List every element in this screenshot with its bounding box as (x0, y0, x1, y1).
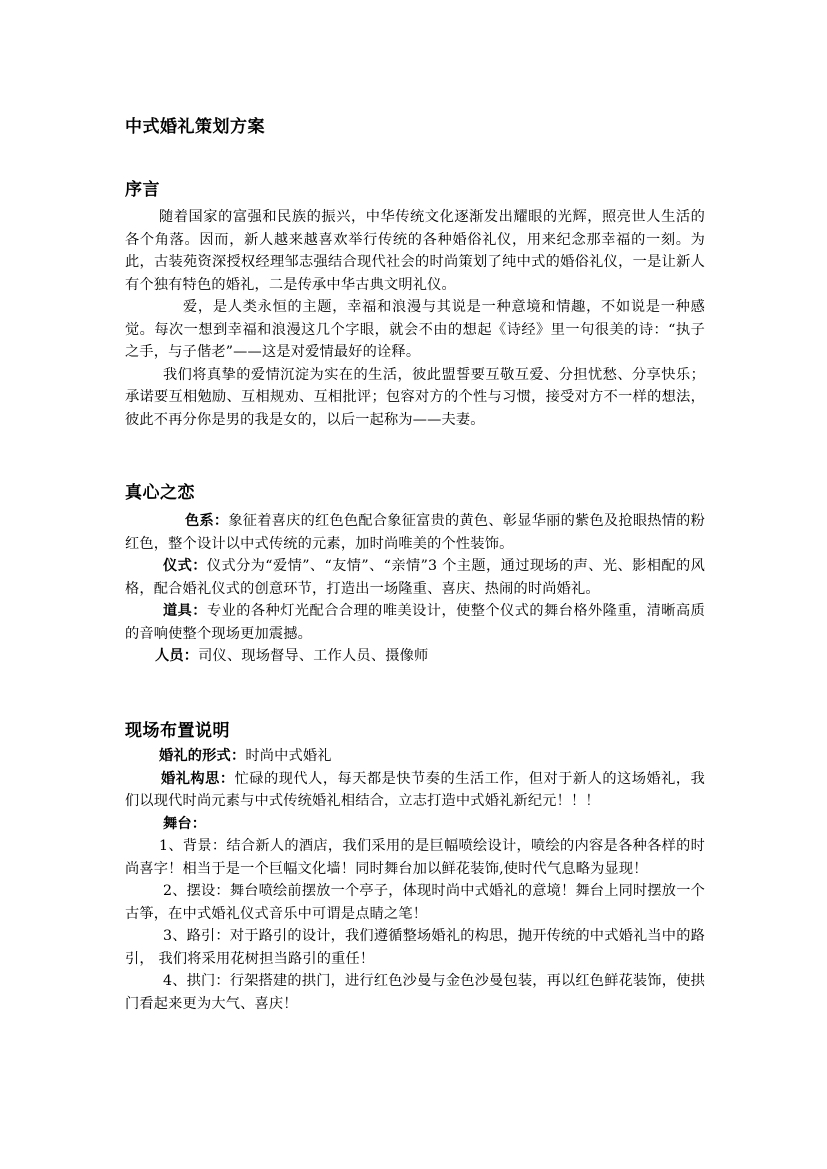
venue-concept-text: 忙碌的现代人，每天都是快节奏的生活工作，但对于新人的这场婚礼，我们以现代时尚元素与中式传统婚礼相结合，立志打造中式婚礼新纪元！！！ (125, 770, 705, 809)
love-item-text: 司仪、现场督导、工作人员、摄像师 (198, 648, 429, 664)
venue-stage-item-4: 4、拱门：行架搭建的拱门，进行红色沙曼与金色沙曼包装，再以红色鲜花装饰，使拱门看起来更为大气、喜庆！ (125, 973, 705, 1012)
venue-form (125, 745, 705, 768)
venue-concept (125, 768, 705, 813)
love-item-props (125, 600, 705, 645)
love-item-label: 色系： (185, 513, 229, 529)
love-item-label: 人员： (155, 648, 199, 664)
preface-paragraph-3: 我们将真挚的爱情沉淀为实在的生活，彼此盟誓要互敬互爱、分担忧愁、分享快乐；承诺要互相勉励、互相规劝、互相批评；包容对方的个性与习惯，接受对方不一样的想法，彼此不再分你是男的我是女的，以后一起称为——夫妻。 (125, 366, 705, 428)
love-item-color (125, 510, 705, 555)
love-item-label: 道具： (163, 603, 207, 619)
venue-stage-item-3: 3、路引：对于路引的设计，我们遵循整场婚礼的构思，抛开传统的中式婚礼当中的路引， 我们将采用花树担当路引的重任！ (125, 928, 705, 967)
love-item-staff (125, 645, 705, 668)
love-item-ceremony (125, 555, 705, 600)
preface-section (125, 206, 705, 431)
love-item-text: 仪式分为“爱情”、“友情”、“亲情”3 个主题，通过现场的声、光、影相配的风格，配合婚礼仪式的创意环节，打造出一场隆重、喜庆、热闹的时尚婚礼。 (125, 558, 705, 597)
love-section (125, 510, 705, 668)
document-title: 中式婚礼策划方案 (125, 117, 265, 137)
preface-paragraph-2: 爱，是人类永恒的主题，幸福和浪漫与其说是一种意境和情趣，不如说是一种感觉。每次一想到幸福和浪漫这几个字眼，就会不由的想起《诗经》里一句很美的诗：“执子之手，与子偕老”——这是对爱情最好的诠释。 (125, 299, 705, 360)
venue-stage-item-2: 2、摆设：舞台喷绘前摆放一个亭子，体现时尚中式婚礼的意境！舞台上同时摆放一个古筝，在中式婚礼仪式音乐中可谓是点睛之笔！ (125, 883, 705, 922)
love-heading: 真心之恋 (125, 483, 195, 503)
love-item-label: 仪式： (163, 558, 207, 574)
venue-section (125, 745, 705, 1015)
love-item-text: 象征着喜庆的红色色配合象征富贵的黄色、彰显华丽的紫色及抢眼热情的粉红色，整个设计以中式传统的元素，加时尚唯美的个性装饰。 (125, 513, 705, 552)
preface-paragraph-1: 随着国家的富强和民族的振兴，中华传统文化逐渐发出耀眼的光辉，照亮世人生活的各个角落。因而，新人越来越喜欢举行传统的各种婚俗礼仪，用来纪念那幸福的一刻。为此，古装苑资深授权经理邹志强结合现代社会的时尚策划了纯中式的婚俗礼仪，一是让新人有个独有特色的婚礼，二是传承中华古典文明礼仪。 (125, 209, 705, 293)
venue-form-text: 时尚中式婚礼 (245, 748, 332, 764)
venue-form-label: 婚礼的形式： (159, 748, 246, 764)
venue-stage-item-1: 1、背景：结合新人的酒店，我们采用的是巨幅喷绘设计，喷绘的内容是各种各样的时尚喜字！相当于是一个巨幅文化墙！同时舞台加以鲜花装饰,使时代气息略为显现！ (125, 838, 705, 877)
venue-stage-label: 舞台： (163, 815, 207, 832)
venue-heading: 现场布置说明 (125, 721, 230, 741)
venue-concept-label: 婚礼构思： (161, 770, 235, 787)
love-item-text: 专业的各种灯光配合合理的唯美设计，使整个仪式的舞台格外隆重，清晰高质的音响使整个现场更加震撼。 (125, 603, 705, 642)
preface-heading: 序言 (125, 180, 160, 200)
